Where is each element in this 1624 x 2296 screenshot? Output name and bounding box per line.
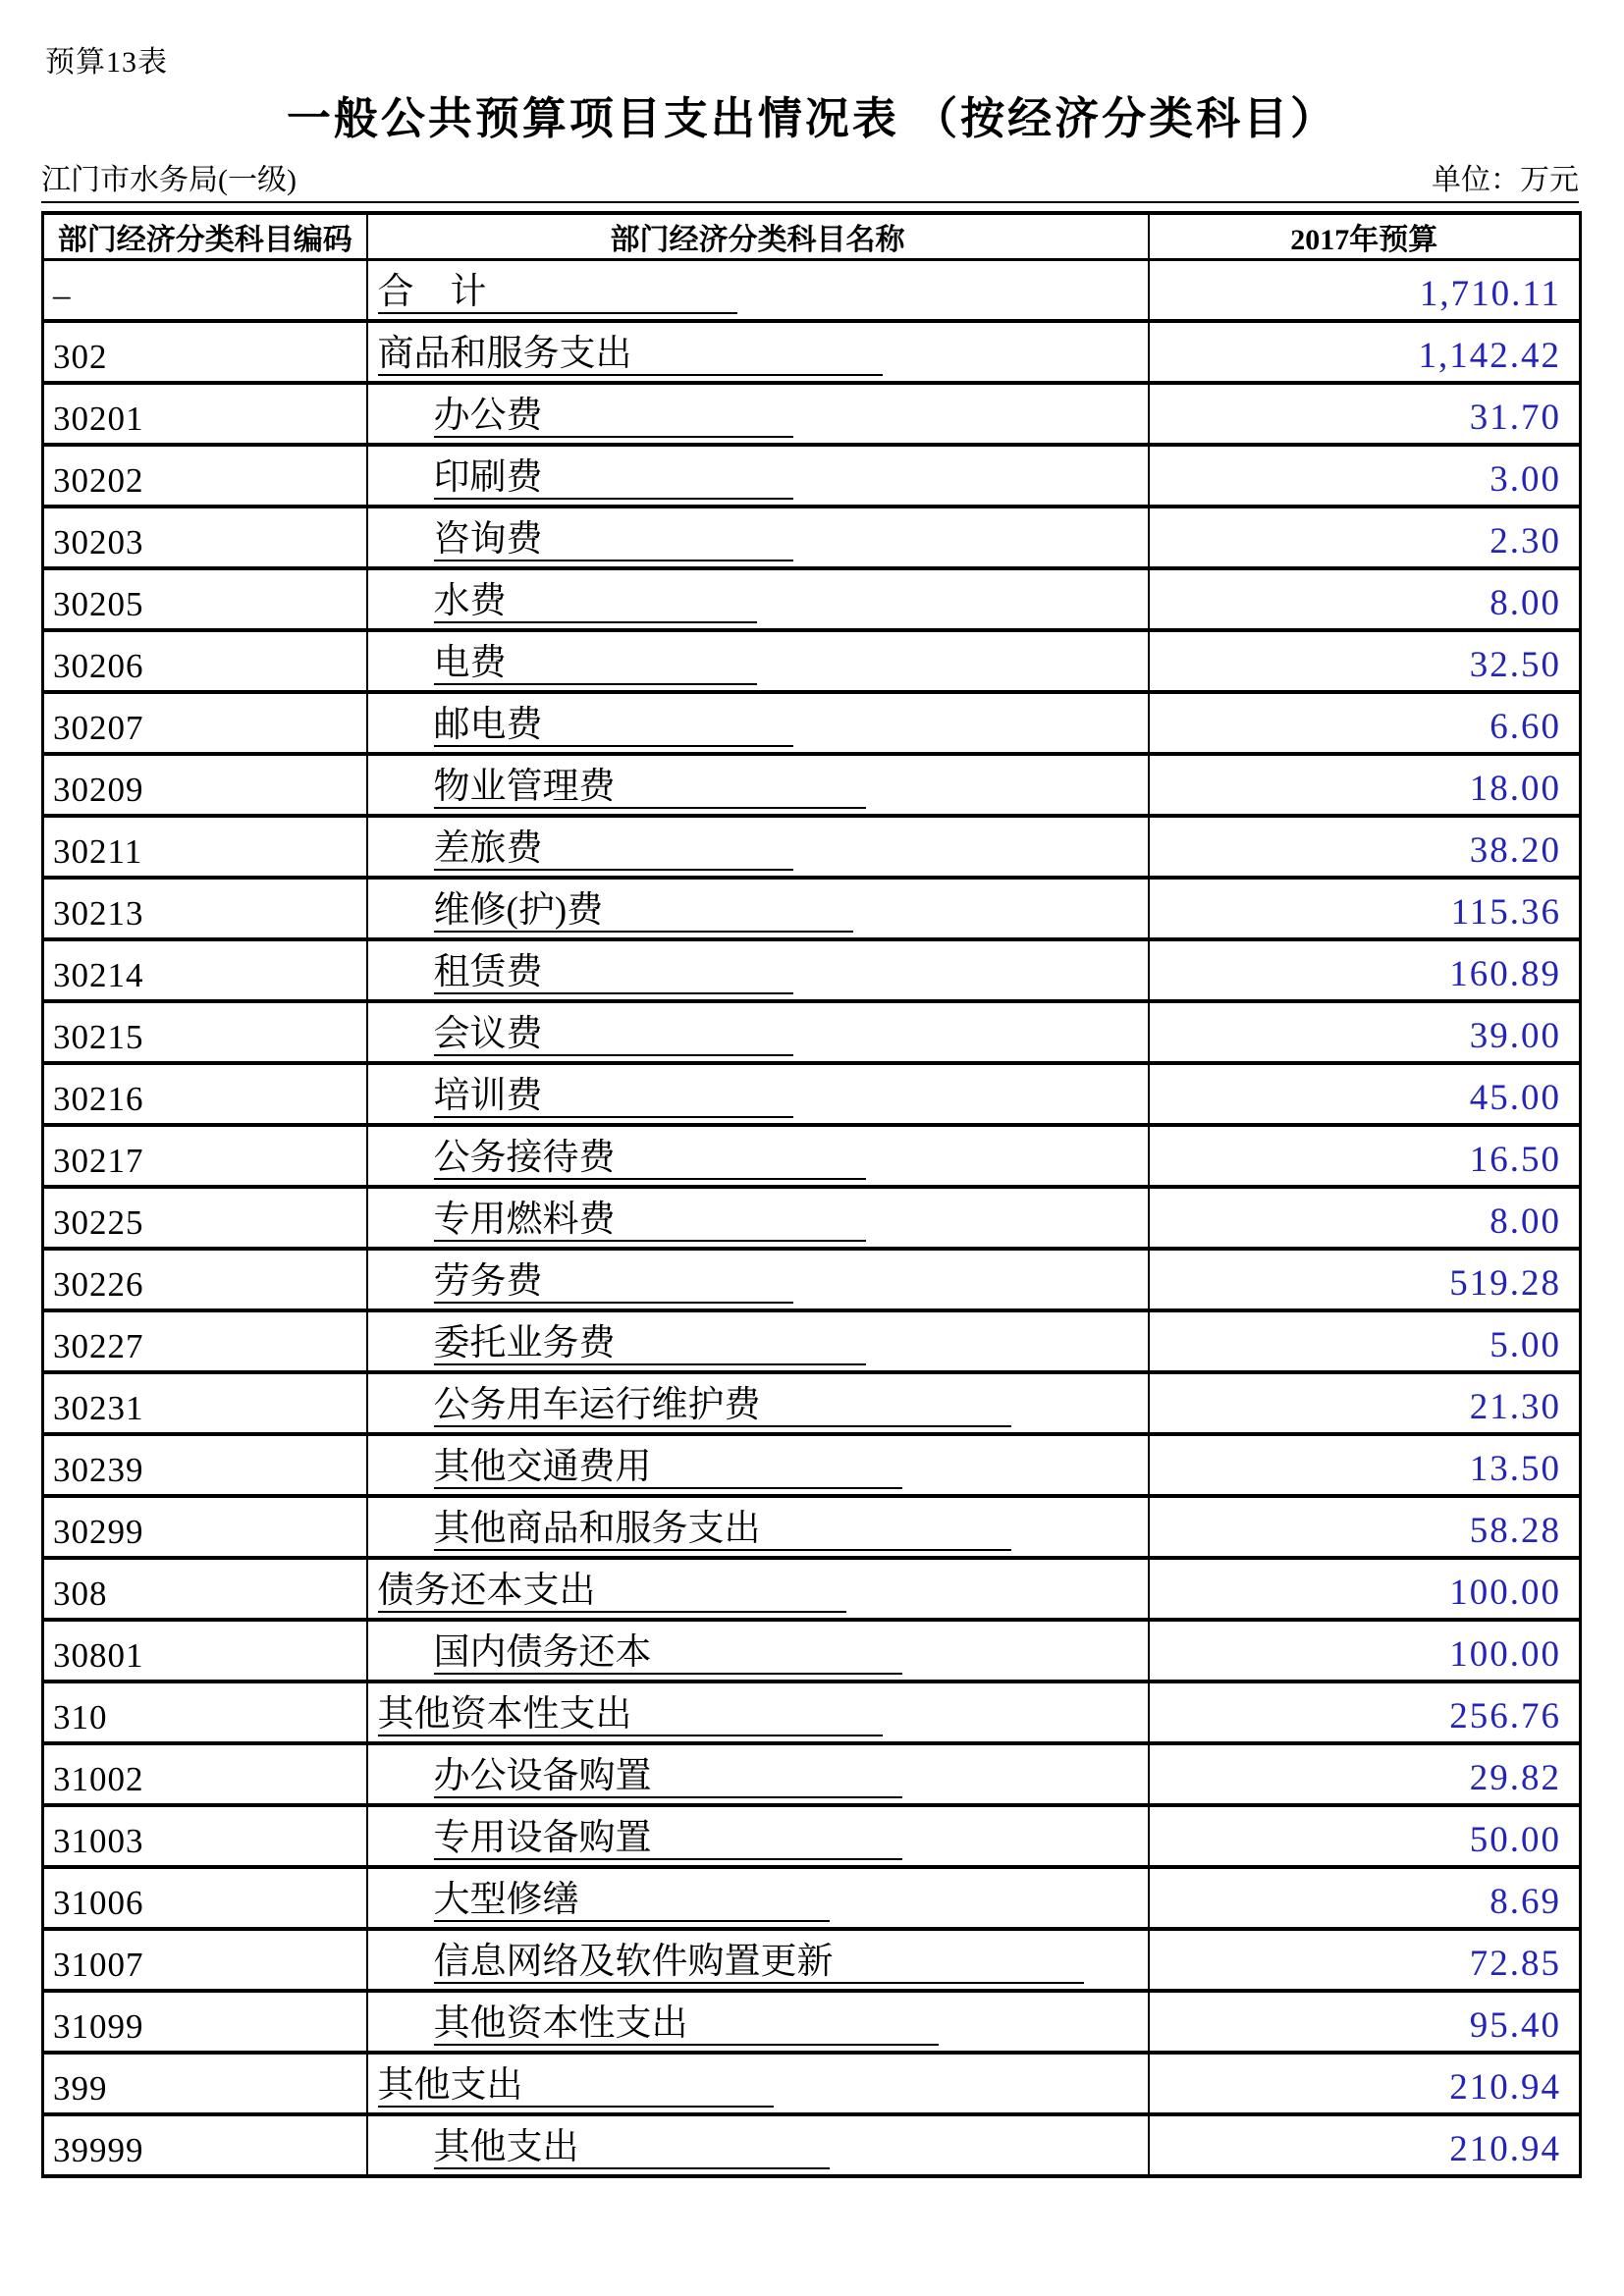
table-row — [43, 878, 1581, 939]
code-cell: 30214 — [43, 939, 367, 1001]
table-body — [43, 260, 1581, 2177]
name-underline: 专用燃料费 — [434, 1201, 866, 1242]
name-cell — [367, 1496, 1149, 1558]
name-underline: 其他支出 — [378, 2067, 774, 2108]
name-cell — [367, 507, 1149, 568]
name-underline: 合 计 — [378, 274, 737, 314]
name-cell — [367, 1620, 1149, 1682]
table-row — [43, 507, 1581, 568]
table-row — [43, 2114, 1581, 2176]
code-cell: 30203 — [43, 507, 367, 568]
value-cell: 8.00 — [1149, 1187, 1581, 1249]
code-cell: 399 — [43, 2053, 367, 2114]
code-cell: 30213 — [43, 878, 367, 939]
name-underline: 印刷费 — [434, 459, 793, 500]
name-underline: 电费 — [434, 645, 757, 685]
value-cell: 16.50 — [1149, 1125, 1581, 1187]
table-row — [43, 321, 1581, 383]
table-row — [43, 816, 1581, 878]
unit-label: 单位：万元 — [1432, 164, 1579, 196]
name-underline: 邮电费 — [434, 707, 793, 747]
code-cell: 30227 — [43, 1310, 367, 1372]
value-cell: 95.40 — [1149, 1991, 1581, 2053]
col-header-name: 部门经济分类科目名称 — [367, 213, 1149, 260]
name-cell — [367, 939, 1149, 1001]
code-cell: 31002 — [43, 1743, 367, 1805]
value-cell: 2.30 — [1149, 507, 1581, 568]
table-row — [43, 1805, 1581, 1867]
value-cell: 160.89 — [1149, 939, 1581, 1001]
table-row — [43, 1743, 1581, 1805]
name-underline: 其他支出 — [434, 2129, 830, 2169]
table-row — [43, 1496, 1581, 1558]
name-cell — [367, 1372, 1149, 1434]
table-row — [43, 1249, 1581, 1310]
value-cell: 100.00 — [1149, 1620, 1581, 1682]
value-cell: 519.28 — [1149, 1249, 1581, 1310]
code-cell: 30211 — [43, 816, 367, 878]
name-cell — [367, 1991, 1149, 2053]
value-cell: 210.94 — [1149, 2114, 1581, 2176]
value-cell: 58.28 — [1149, 1496, 1581, 1558]
name-underline: 债务还本支出 — [378, 1573, 846, 1613]
name-underline: 劳务费 — [434, 1263, 793, 1304]
name-underline: 咨询费 — [434, 521, 793, 561]
value-cell: 115.36 — [1149, 878, 1581, 939]
name-cell — [367, 321, 1149, 383]
code-cell: 31099 — [43, 1991, 367, 2053]
code-cell: 30225 — [43, 1187, 367, 1249]
name-underline: 水费 — [434, 583, 757, 623]
code-cell: 30217 — [43, 1125, 367, 1187]
value-cell: 8.00 — [1149, 568, 1581, 630]
name-cell — [367, 2053, 1149, 2114]
org-name: 江门市水务局(一级) — [41, 164, 297, 196]
name-cell — [367, 1310, 1149, 1372]
name-underline: 办公费 — [434, 398, 793, 438]
name-underline: 大型修缮 — [434, 1882, 830, 1922]
value-cell: 6.60 — [1149, 692, 1581, 754]
value-cell: 72.85 — [1149, 1929, 1581, 1991]
table-row — [43, 1434, 1581, 1496]
budget-table — [41, 211, 1582, 2178]
table-row — [43, 2053, 1581, 2114]
table-row — [43, 1187, 1581, 1249]
code-cell: 30299 — [43, 1496, 367, 1558]
code-cell: 30201 — [43, 383, 367, 445]
value-cell: 45.00 — [1149, 1063, 1581, 1125]
table-row — [43, 1558, 1581, 1620]
name-cell — [367, 630, 1149, 692]
name-cell — [367, 1125, 1149, 1187]
subheader-row — [41, 157, 1579, 203]
value-cell: 5.00 — [1149, 1310, 1581, 1372]
name-cell — [367, 1001, 1149, 1063]
code-cell: 30239 — [43, 1434, 367, 1496]
name-underline: 商品和服务支出 — [378, 336, 883, 376]
name-cell — [367, 692, 1149, 754]
name-cell — [367, 260, 1149, 322]
table-row — [43, 383, 1581, 445]
value-cell: 13.50 — [1149, 1434, 1581, 1496]
table-row — [43, 1991, 1581, 2053]
value-cell: 256.76 — [1149, 1682, 1581, 1743]
table-row — [43, 445, 1581, 507]
name-underline: 信息网络及软件购置更新 — [434, 1944, 1084, 1984]
name-underline: 国内债务还本 — [434, 1634, 902, 1675]
name-cell — [367, 1929, 1149, 1991]
code-cell: 39999 — [43, 2114, 367, 2176]
value-cell: 50.00 — [1149, 1805, 1581, 1867]
name-underline: 其他资本性支出 — [434, 2005, 939, 2046]
name-cell — [367, 878, 1149, 939]
table-row — [43, 1682, 1581, 1743]
value-cell: 210.94 — [1149, 2053, 1581, 2114]
table-row — [43, 692, 1581, 754]
code-cell: 30226 — [43, 1249, 367, 1310]
page-title: 一般公共预算项目支出情况表 （按经济分类科目） — [286, 94, 1338, 143]
code-cell: 31007 — [43, 1929, 367, 1991]
name-underline: 委托业务费 — [434, 1325, 866, 1365]
name-cell — [367, 445, 1149, 507]
table-row — [43, 1867, 1581, 1929]
doc-label: 预算13表 — [45, 46, 168, 79]
table-row — [43, 939, 1581, 1001]
value-cell: 21.30 — [1149, 1372, 1581, 1434]
code-cell: 30231 — [43, 1372, 367, 1434]
value-cell: 100.00 — [1149, 1558, 1581, 1620]
code-cell: 30202 — [43, 445, 367, 507]
code-cell: 31006 — [43, 1867, 367, 1929]
name-cell — [367, 1434, 1149, 1496]
code-cell: 30801 — [43, 1620, 367, 1682]
table-row — [43, 1125, 1581, 1187]
value-cell: 3.00 — [1149, 445, 1581, 507]
name-underline: 专用设备购置 — [434, 1820, 902, 1860]
name-underline: 维修(护)费 — [434, 892, 854, 933]
table-row — [43, 1310, 1581, 1372]
name-cell — [367, 2114, 1149, 2176]
code-cell: 31003 — [43, 1805, 367, 1867]
code-cell: – — [43, 260, 367, 322]
value-cell: 31.70 — [1149, 383, 1581, 445]
value-cell: 38.20 — [1149, 816, 1581, 878]
name-cell — [367, 1249, 1149, 1310]
name-underline: 物业管理费 — [434, 769, 866, 809]
table-row — [43, 630, 1581, 692]
table-row — [43, 1620, 1581, 1682]
name-underline: 公务用车运行维护费 — [434, 1387, 1011, 1427]
name-underline: 租赁费 — [434, 954, 793, 994]
name-cell — [367, 1558, 1149, 1620]
code-cell: 30209 — [43, 754, 367, 816]
code-cell: 30206 — [43, 630, 367, 692]
value-cell: 1,710.11 — [1149, 260, 1581, 322]
name-cell — [367, 1682, 1149, 1743]
table-row — [43, 1929, 1581, 1991]
name-underline: 会议费 — [434, 1016, 793, 1056]
name-underline: 其他资本性支出 — [378, 1696, 883, 1736]
code-cell: 30216 — [43, 1063, 367, 1125]
name-underline: 其他商品和服务支出 — [434, 1511, 1011, 1551]
value-cell: 1,142.42 — [1149, 321, 1581, 383]
name-cell — [367, 1063, 1149, 1125]
value-cell: 18.00 — [1149, 754, 1581, 816]
code-cell: 308 — [43, 1558, 367, 1620]
name-underline: 公务接待费 — [434, 1140, 866, 1180]
table-row — [43, 1001, 1581, 1063]
table-row — [43, 1063, 1581, 1125]
code-cell: 30207 — [43, 692, 367, 754]
code-cell: 30215 — [43, 1001, 367, 1063]
col-header-budget: 2017年预算 — [1149, 213, 1581, 260]
value-cell: 39.00 — [1149, 1001, 1581, 1063]
value-cell: 32.50 — [1149, 630, 1581, 692]
table-row — [43, 1372, 1581, 1434]
name-cell — [367, 1187, 1149, 1249]
name-underline: 办公设备购置 — [434, 1758, 902, 1798]
code-cell: 30205 — [43, 568, 367, 630]
name-cell — [367, 754, 1149, 816]
table-row — [43, 260, 1581, 322]
name-underline: 其他交通费用 — [434, 1449, 902, 1489]
table-row — [43, 568, 1581, 630]
code-cell: 302 — [43, 321, 367, 383]
name-underline: 差旅费 — [434, 830, 793, 871]
name-cell — [367, 1743, 1149, 1805]
header-row — [43, 213, 1581, 260]
name-underline: 培训费 — [434, 1078, 793, 1118]
name-cell — [367, 816, 1149, 878]
code-cell: 310 — [43, 1682, 367, 1743]
name-cell — [367, 568, 1149, 630]
table-row — [43, 754, 1581, 816]
name-cell — [367, 383, 1149, 445]
name-cell — [367, 1805, 1149, 1867]
value-cell: 29.82 — [1149, 1743, 1581, 1805]
value-cell: 8.69 — [1149, 1867, 1581, 1929]
name-cell — [367, 1867, 1149, 1929]
col-header-code: 部门经济分类科目编码 — [43, 213, 367, 260]
